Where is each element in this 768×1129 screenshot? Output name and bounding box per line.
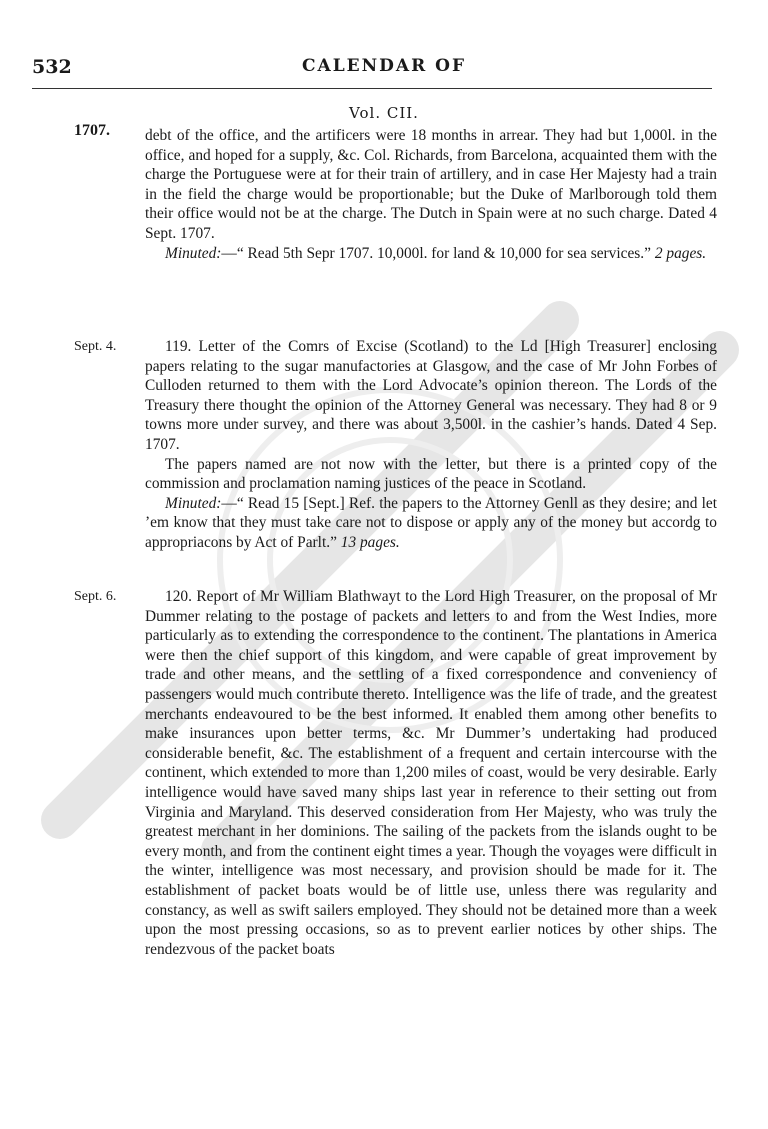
running-head: CALENDAR OF	[301, 56, 467, 76]
entry-119-text: 119. Letter of the Comrs of Excise (Scotland) to the Ld [High Treasurer] enclosing papers relating to the sugar manufactories at Glasgow, and the case of Mr John Forbes of Culloden returned to them with the Lord Advocate’s opinion thereon. The Lords of the Treasury there thought the opinion of the Attorney General was necessary. They had 8 or 9 towns more under survey, and there was about 3,500l. in the cashier’s hands. Dated 4 Sep. 1707.	[145, 338, 717, 453]
entry-119	[145, 337, 717, 553]
margin-year: 1707.	[74, 122, 110, 139]
entry-continued-text: debt of the office, and the artificers were 18 months in arrear. They had but 1,000l. in the office, and hoped for a supply, &c. Col. Richards, from Barcelona, acquainted them with the charge the Portuguese were at for their train of artillery, and in case Her Majesty had a train in the field the charge would be proportionable; but the Duke of Marlborough told them their office would not be at the charge. The Dutch in Spain were at no such charge. Dated 4 Sept. 1707.	[145, 127, 717, 242]
entry-continued-minuted	[145, 244, 717, 264]
header-rule	[32, 88, 712, 89]
entry-continued	[145, 126, 717, 263]
page-number: 532	[32, 56, 72, 78]
minuted-label: Minuted:	[165, 244, 222, 262]
entry-120	[145, 587, 717, 959]
entry-119-note: The papers named are not now with the letter, but there is a printed copy of the commission and proclamation naming justices of the peace in Scotland.	[145, 455, 717, 493]
minuted-text: —“ Read 5th Sepr 1707. 10,000l. for land & 10,000 for sea services.”	[221, 244, 655, 262]
minuted-label: Minuted:	[165, 494, 222, 512]
margin-date-119: Sept. 4.	[74, 339, 117, 354]
minuted-text: —“ Read 15 [Sept.] Ref. the papers to the Attorney Genll as they desire; and let ’em know that they must take care not to dispose or apply any of the money but accordg to appropriacons by Act of Parlt.”	[145, 494, 717, 551]
page-count: 2 pages.	[654, 244, 707, 262]
entry-119-minuted	[145, 494, 717, 553]
entry-120-text: 120. Report of Mr William Blathwayt to the Lord High Treasurer, on the proposal of Mr Dummer relating to the postage of packets and letters to and from the West Indies, more particularly as to extending the correspondence to the continent. The plantations in America were then the chief support of this kingdom, and were capable of great improvement by trade and other means, and the settling of a fixed correspondence and conveniency of passengers would much contribute thereto. Intelligence was the life of trade, and the greatest merchants endeavoured to be the best informed. It enabled them among other benefits to make insurances upon better terms, &c. Mr Dummer’s undertaking had produced considerable benefit, &c. The establishment of a frequent and certain intercourse with the continent, which extended to more than 1,200 miles of coast, would be very desirable. Early intelligence would have saved many ships last year in reference to their setting out from Virginia and Maryland. This deserved consideration from Her Majesty, who was truly the greatest merchant in her dominions. The sailing of the packets from the islands ought to be every month, and from the continent eight times a year. Though the voyages were difficult in the winter, intelligence was most necessary, and provision should be made for it. The establishment of packet boats would be of little use, unless there was regularity and constancy, as well as swift sailers employed. They should not be detained more than a week upon the most pressing occasions, so as to prevent earlier notices by other ships. The rendezvous of the packet boats	[145, 588, 717, 958]
volume-heading: Vol. CII.	[349, 104, 419, 122]
margin-date-120: Sept. 6.	[74, 589, 117, 604]
page-count: 13 pages.	[340, 533, 400, 551]
